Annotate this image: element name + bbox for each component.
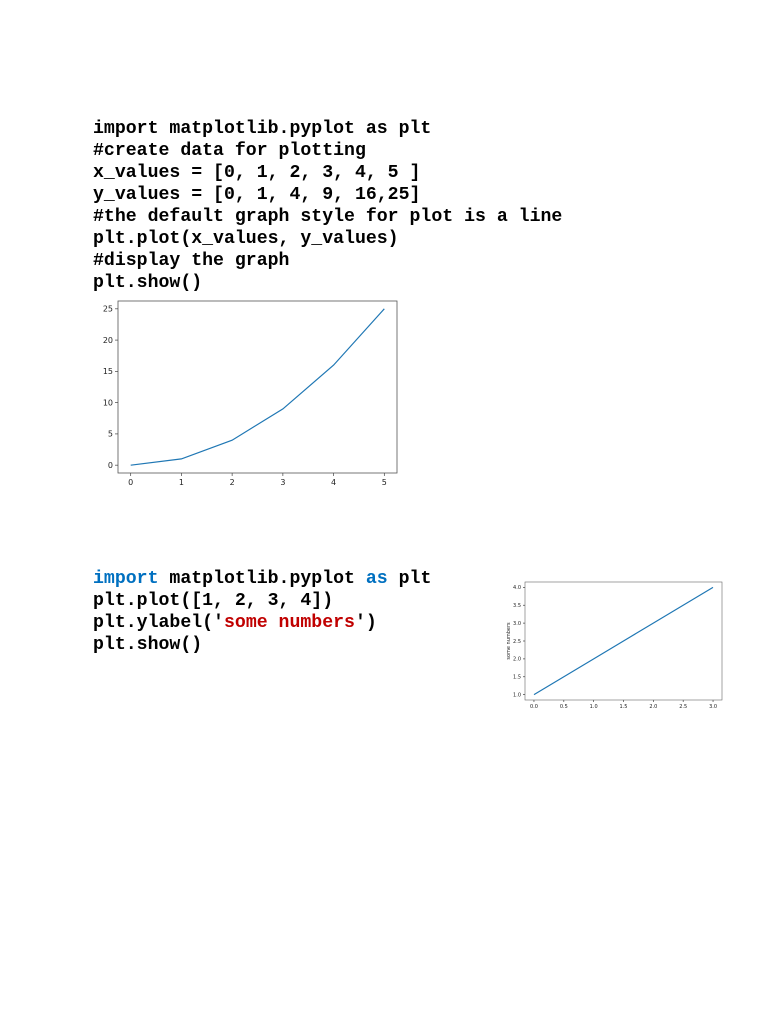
x-tick-label: 0.0 bbox=[529, 704, 538, 710]
ylabel-call-close: ') bbox=[354, 613, 377, 633]
code-line-plot-call: plt.plot(x_values, y_values) bbox=[93, 229, 399, 249]
code-line-import: import matplotlib.pyplot as plt bbox=[93, 119, 432, 139]
code-line-ylabel bbox=[93, 612, 431, 634]
code-block-line-plot bbox=[93, 118, 562, 294]
y-tick-label: 3.5 bbox=[513, 602, 521, 609]
plot-frame bbox=[118, 301, 397, 473]
keyword-import: import bbox=[93, 569, 159, 589]
y-tick-label: 20 bbox=[102, 335, 113, 345]
string-literal-some-numbers: some numbers bbox=[223, 613, 355, 633]
line-chart-some-numbers bbox=[500, 578, 725, 713]
code-line-plot-list: plt.plot([1, 2, 3, 4]) bbox=[93, 591, 334, 611]
line-chart-squares bbox=[96, 298, 400, 494]
y-tick-label: 2.5 bbox=[513, 638, 521, 645]
module-name: matplotlib.pyplot bbox=[158, 569, 366, 589]
x-tick-label: 3.0 bbox=[709, 704, 718, 710]
y-tick-label: 2.0 bbox=[513, 656, 521, 663]
y-tick-label: 3.0 bbox=[513, 620, 521, 627]
x-tick-label: 4 bbox=[331, 478, 337, 487]
x-tick-label: 0 bbox=[128, 478, 134, 487]
code-line-comment-default-style: #the default graph style for plot is a line bbox=[93, 207, 563, 227]
y-axis-label: some numbers bbox=[506, 622, 512, 660]
y-tick-label: 0 bbox=[107, 460, 113, 470]
y-axis-ticks bbox=[103, 305, 118, 470]
x-tick-label: 2 bbox=[229, 478, 235, 487]
y-tick-label: 4.0 bbox=[513, 585, 521, 592]
y-tick-label: 25 bbox=[102, 304, 113, 314]
code-line-x-values: x_values = [0, 1, 2, 3, 4, 5 ] bbox=[93, 163, 421, 183]
x-tick-label: 0.5 bbox=[559, 704, 568, 710]
y-tick-label: 1.0 bbox=[513, 692, 521, 699]
y-tick-label: 1.5 bbox=[513, 674, 521, 681]
y-tick-label: 15 bbox=[102, 367, 113, 377]
x-tick-label: 5 bbox=[381, 478, 387, 487]
y-tick-label: 10 bbox=[102, 398, 113, 408]
y-tick-label: 5 bbox=[107, 429, 113, 439]
x-axis-ticks bbox=[530, 700, 717, 710]
keyword-as: as bbox=[365, 569, 388, 589]
x-tick-label: 3 bbox=[280, 478, 286, 487]
x-tick-label: 1 bbox=[178, 478, 184, 487]
x-tick-label: 2.0 bbox=[649, 704, 658, 710]
code-line-show: plt.show() bbox=[93, 273, 203, 293]
code-block-ylabel-plot bbox=[93, 568, 431, 656]
x-tick-label: 1.0 bbox=[589, 704, 598, 710]
x-tick-label: 2.5 bbox=[679, 704, 688, 710]
code-line-show-2: plt.show() bbox=[93, 635, 203, 655]
code-line-import-highlighted bbox=[93, 568, 431, 590]
code-line-comment-display: #display the graph bbox=[93, 251, 290, 271]
ylabel-call-open: plt.ylabel(' bbox=[93, 613, 224, 633]
code-line-comment-create-data: #create data for plotting bbox=[93, 141, 366, 161]
code-line-y-values: y_values = [0, 1, 4, 9, 16,25] bbox=[93, 185, 421, 205]
y-axis-ticks bbox=[513, 585, 525, 698]
x-axis-ticks bbox=[128, 473, 387, 487]
x-tick-label: 1.5 bbox=[619, 704, 628, 710]
alias-name: plt bbox=[387, 569, 432, 589]
